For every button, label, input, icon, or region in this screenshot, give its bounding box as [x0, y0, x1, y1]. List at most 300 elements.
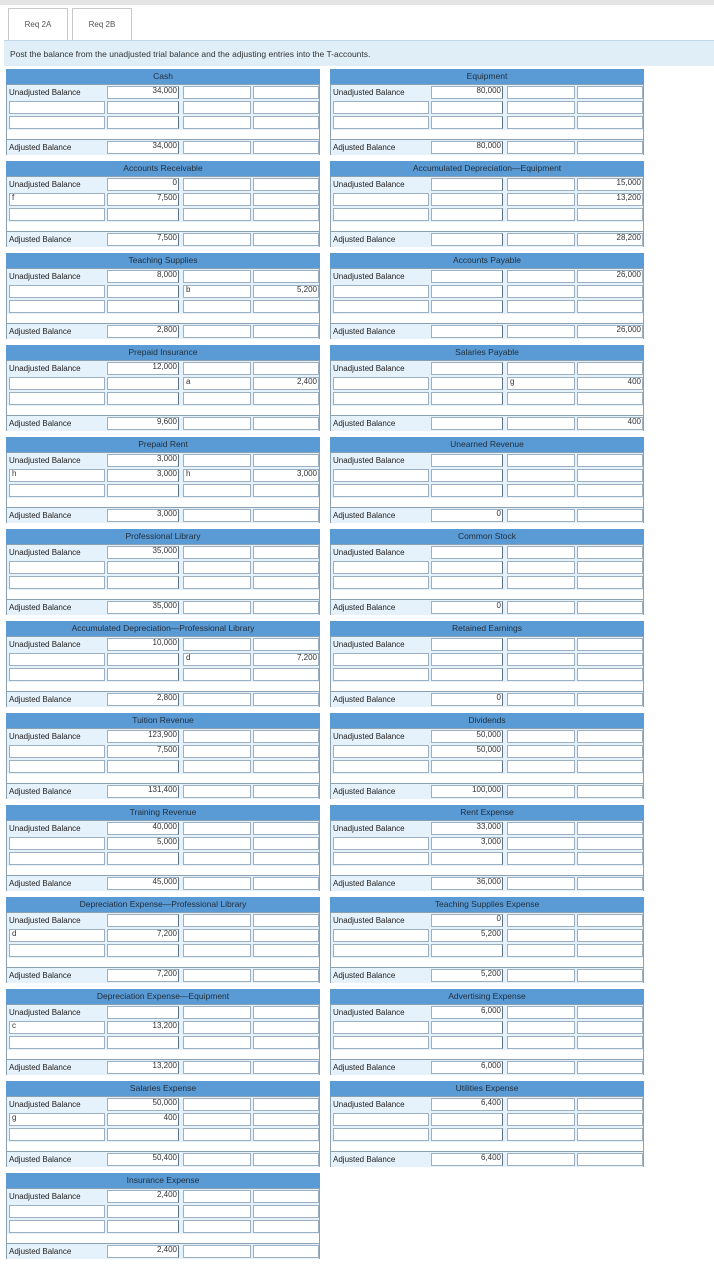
adjustment-row	[7, 1020, 319, 1035]
credit-label-input[interactable]	[507, 837, 575, 850]
credit-label-input[interactable]	[183, 877, 251, 890]
adjusted-balance-label: Adjusted Balance	[9, 787, 72, 796]
credit-label-input[interactable]	[183, 1245, 251, 1258]
debit-label-input[interactable]	[333, 852, 429, 865]
debit-entry-letter	[333, 1035, 336, 1048]
credit-label-input[interactable]	[507, 693, 575, 706]
credit-value	[577, 299, 643, 312]
t-account-header	[6, 805, 320, 820]
t-account	[6, 989, 320, 1075]
credit-label-input[interactable]	[507, 193, 575, 206]
debit-value: 6,400	[480, 1153, 501, 1162]
debit-value	[107, 652, 179, 665]
debit-label-input[interactable]	[333, 576, 429, 589]
credit-value	[253, 1204, 319, 1217]
debit-label-input[interactable]	[333, 837, 429, 850]
debit-label-input[interactable]	[9, 852, 105, 865]
unadjusted-balance-row	[7, 85, 319, 100]
debit-value	[431, 637, 503, 650]
debit-label-input[interactable]	[333, 193, 429, 206]
debit-label-input[interactable]	[9, 1113, 105, 1126]
debit-label-input[interactable]	[9, 1128, 105, 1141]
credit-label-input[interactable]	[507, 392, 575, 405]
credit-label-input[interactable]	[507, 1153, 575, 1166]
credit-label-input[interactable]	[183, 745, 251, 758]
credit-label-input[interactable]	[183, 969, 251, 982]
debit-value	[107, 1035, 179, 1048]
unadjusted-balance-row	[331, 1097, 643, 1112]
debit-label-input[interactable]	[333, 392, 429, 405]
adjusted-balance-row	[7, 784, 319, 799]
credit-label-input[interactable]	[507, 1006, 575, 1019]
credit-value	[253, 85, 319, 98]
credit-label-input[interactable]	[507, 914, 575, 927]
credit-value	[253, 483, 319, 496]
credit-label-input[interactable]	[183, 469, 251, 482]
credit-value	[577, 284, 643, 297]
credit-value	[253, 667, 319, 680]
credit-label-input[interactable]	[183, 822, 251, 835]
credit-label-input[interactable]	[183, 653, 251, 666]
t-account-body	[6, 1004, 320, 1075]
debit-label-input[interactable]	[9, 837, 105, 850]
t-account-header	[330, 345, 644, 360]
tab-req-2b[interactable]: Req 2B	[72, 8, 132, 40]
t-account-body	[330, 1004, 644, 1075]
debit-value: 35,000	[152, 546, 177, 555]
debit-label-input[interactable]	[9, 101, 105, 114]
credit-value	[577, 1127, 643, 1140]
debit-label-input[interactable]	[9, 653, 105, 666]
credit-label-input[interactable]	[183, 417, 251, 430]
credit-label-input[interactable]	[183, 1021, 251, 1034]
debit-entry-letter	[333, 759, 336, 772]
credit-label-input[interactable]	[183, 392, 251, 405]
debit-label-input[interactable]	[333, 1036, 429, 1049]
debit-label-input[interactable]	[9, 469, 105, 482]
debit-entry-letter	[333, 928, 336, 941]
credit-label-input[interactable]	[507, 653, 575, 666]
credit-label-input[interactable]	[183, 693, 251, 706]
debit-label-input[interactable]	[333, 208, 429, 221]
credit-label-input[interactable]	[183, 141, 251, 154]
adjusted-balance-row	[331, 876, 643, 891]
credit-label-input[interactable]	[183, 1098, 251, 1111]
credit-label-input[interactable]	[507, 86, 575, 99]
credit-label-input[interactable]	[183, 638, 251, 651]
credit-label-input[interactable]	[507, 270, 575, 283]
t-account	[330, 713, 644, 799]
debit-entry-letter	[9, 1127, 12, 1140]
credit-value	[253, 1060, 319, 1073]
credit-label-input[interactable]	[183, 730, 251, 743]
unadjusted-balance-row	[331, 1005, 643, 1020]
credit-label-input[interactable]	[183, 270, 251, 283]
t-account-header	[6, 529, 320, 544]
debit-label-input[interactable]	[9, 377, 105, 390]
credit-entry-letter	[183, 192, 186, 205]
credit-label-input[interactable]	[507, 417, 575, 430]
t-account	[6, 161, 320, 247]
debit-value	[431, 1020, 503, 1033]
credit-label-input[interactable]	[183, 1220, 251, 1233]
credit-label-input[interactable]	[507, 929, 575, 942]
adjusted-balance-row	[331, 140, 643, 155]
unadjusted-balance-row	[331, 177, 643, 192]
credit-label-input[interactable]	[507, 178, 575, 191]
credit-label-input[interactable]	[183, 116, 251, 129]
credit-label-input[interactable]	[183, 193, 251, 206]
adjustment-row	[331, 1127, 643, 1142]
debit-label-input[interactable]	[333, 285, 429, 298]
credit-entry-letter	[183, 836, 186, 849]
debit-value: 6,000	[480, 1006, 501, 1015]
credit-label-input[interactable]	[183, 325, 251, 338]
debit-value: 3,000	[156, 469, 177, 478]
debit-label-input[interactable]	[333, 300, 429, 313]
debit-label-input[interactable]	[9, 208, 105, 221]
credit-label-input[interactable]	[507, 233, 575, 246]
credit-entry-letter	[507, 1020, 510, 1033]
debit-entry-letter	[333, 575, 336, 588]
credit-label-input[interactable]	[183, 484, 251, 497]
debit-value: 34,000	[152, 86, 177, 95]
credit-label-input[interactable]	[507, 1021, 575, 1034]
debit-value	[107, 1005, 179, 1018]
credit-label-input[interactable]	[183, 285, 251, 298]
debit-entry-letter	[333, 667, 336, 680]
credit-label-input[interactable]	[183, 454, 251, 467]
debit-label-input[interactable]	[9, 1205, 105, 1218]
debit-label-input[interactable]	[9, 300, 105, 313]
credit-entry-letter	[507, 284, 510, 297]
adjusted-balance-label: Adjusted Balance	[9, 511, 72, 520]
credit-label-input[interactable]	[507, 760, 575, 773]
credit-label-input[interactable]	[183, 760, 251, 773]
credit-value	[253, 453, 319, 466]
credit-label-input[interactable]	[507, 785, 575, 798]
debit-label-input[interactable]	[333, 745, 429, 758]
credit-label-input[interactable]	[183, 1113, 251, 1126]
t-account-body	[6, 360, 320, 431]
debit-label-input[interactable]	[333, 116, 429, 129]
spacer-row	[331, 866, 643, 876]
t-account-body	[6, 544, 320, 615]
credit-value	[253, 928, 319, 941]
credit-label-input[interactable]	[183, 929, 251, 942]
credit-entry-letter	[183, 1219, 186, 1232]
credit-label-input[interactable]	[183, 1061, 251, 1074]
credit-label-input[interactable]	[183, 233, 251, 246]
credit-label-input[interactable]	[507, 208, 575, 221]
credit-label-input[interactable]	[507, 101, 575, 114]
debit-label-input[interactable]	[333, 469, 429, 482]
debit-label-input[interactable]	[333, 101, 429, 114]
credit-entry-letter	[183, 1204, 186, 1217]
t-account-title: Rent Expense	[460, 807, 514, 817]
unadjusted-balance-label: Unadjusted Balance	[333, 456, 405, 465]
adjusted-balance-row	[7, 324, 319, 339]
credit-entry-letter	[507, 560, 510, 573]
debit-label-input[interactable]	[333, 484, 429, 497]
credit-label-input[interactable]	[507, 509, 575, 522]
credit-label-input[interactable]	[507, 325, 575, 338]
debit-value: 7,200	[156, 929, 177, 938]
adjusted-balance-label: Adjusted Balance	[333, 787, 396, 796]
credit-value	[253, 836, 319, 849]
debit-label-input[interactable]	[333, 561, 429, 574]
credit-label-input[interactable]	[183, 785, 251, 798]
credit-label-input[interactable]	[183, 576, 251, 589]
credit-label-input[interactable]	[507, 1061, 575, 1074]
credit-entry-letter	[507, 851, 510, 864]
debit-value	[431, 667, 503, 680]
credit-label-input[interactable]	[183, 362, 251, 375]
spacer-row	[7, 958, 319, 968]
t-account-body	[330, 360, 644, 431]
debit-entry-letter	[333, 744, 336, 757]
credit-value	[253, 508, 319, 521]
credit-value	[253, 1035, 319, 1048]
credit-label-input[interactable]	[507, 561, 575, 574]
credit-label-input[interactable]	[183, 208, 251, 221]
debit-label-input[interactable]	[9, 193, 105, 206]
credit-value	[577, 508, 643, 521]
debit-label-input[interactable]	[333, 944, 429, 957]
debit-label-input[interactable]	[333, 1113, 429, 1126]
unadjusted-balance-row	[331, 269, 643, 284]
credit-entry-letter	[507, 836, 510, 849]
credit-value	[253, 115, 319, 128]
debit-label-input[interactable]	[9, 1021, 105, 1034]
debit-label-input[interactable]	[333, 1128, 429, 1141]
t-account-body	[6, 912, 320, 983]
debit-value	[431, 1112, 503, 1125]
debit-entry-letter	[9, 667, 12, 680]
spacer-row	[7, 498, 319, 508]
adjusted-balance-label: Adjusted Balance	[9, 971, 72, 980]
debit-label-input[interactable]	[9, 745, 105, 758]
adjusted-balance-row	[7, 692, 319, 707]
debit-value	[431, 652, 503, 665]
debit-value	[107, 207, 179, 220]
t-account-header	[330, 253, 644, 268]
unadjusted-balance-label: Unadjusted Balance	[9, 364, 81, 373]
credit-label-input[interactable]	[507, 469, 575, 482]
debit-label-input[interactable]	[9, 285, 105, 298]
adjusted-balance-row	[7, 1244, 319, 1259]
debit-value	[107, 560, 179, 573]
t-account-body	[6, 728, 320, 799]
credit-value	[577, 968, 643, 981]
credit-value	[253, 821, 319, 834]
credit-entry-letter: g	[510, 377, 515, 386]
credit-label-input[interactable]	[507, 546, 575, 559]
credit-label-input[interactable]	[507, 822, 575, 835]
debit-label-input[interactable]	[333, 377, 429, 390]
credit-entry-letter	[183, 100, 186, 113]
credit-label-input[interactable]	[507, 141, 575, 154]
t-account-title: Accumulated Depreciation—Professional Library	[71, 623, 255, 633]
credit-label-input[interactable]	[183, 178, 251, 191]
credit-value	[577, 928, 643, 941]
credit-label-input[interactable]	[507, 1113, 575, 1126]
t-account-header	[330, 621, 644, 636]
adjusted-balance-row	[7, 600, 319, 615]
credit-label-input[interactable]	[507, 300, 575, 313]
adjustment-row	[331, 100, 643, 115]
credit-label-input[interactable]	[183, 944, 251, 957]
credit-label-input[interactable]	[507, 454, 575, 467]
adjustment-row	[7, 667, 319, 682]
debit-value	[431, 361, 503, 374]
credit-label-input[interactable]	[507, 1036, 575, 1049]
credit-label-input[interactable]	[183, 509, 251, 522]
debit-label-input[interactable]	[333, 929, 429, 942]
adjusted-balance-label: Adjusted Balance	[9, 235, 72, 244]
unadjusted-balance-row	[331, 545, 643, 560]
debit-label-input[interactable]	[333, 668, 429, 681]
credit-value	[577, 729, 643, 742]
credit-label-input[interactable]	[183, 546, 251, 559]
t-account	[330, 1081, 644, 1167]
debit-value: 50,000	[476, 745, 501, 754]
debit-entry-letter	[333, 115, 336, 128]
debit-value: 8,000	[156, 270, 177, 279]
debit-label-input[interactable]	[9, 929, 105, 942]
debit-value: 12,000	[152, 362, 177, 371]
t-account-body	[6, 636, 320, 707]
credit-label-input[interactable]	[507, 601, 575, 614]
credit-label-input[interactable]	[183, 1036, 251, 1049]
debit-entry-letter	[9, 744, 12, 757]
debit-label-input[interactable]	[9, 944, 105, 957]
credit-label-input[interactable]	[183, 668, 251, 681]
debit-entry-letter	[9, 391, 12, 404]
credit-label-input[interactable]	[183, 101, 251, 114]
debit-entry-letter: d	[12, 929, 17, 938]
unadjusted-balance-label: Unadjusted Balance	[9, 272, 81, 281]
spacer-row	[331, 590, 643, 600]
debit-label-input[interactable]	[9, 576, 105, 589]
credit-label-input[interactable]	[507, 1128, 575, 1141]
t-account-body	[330, 728, 644, 799]
debit-label-input[interactable]	[9, 1220, 105, 1233]
debit-label-input[interactable]	[9, 760, 105, 773]
adjustment-row	[7, 759, 319, 774]
debit-label-input[interactable]	[333, 1021, 429, 1034]
debit-label-input[interactable]	[333, 653, 429, 666]
unadjusted-balance-label: Unadjusted Balance	[9, 640, 81, 649]
credit-label-input[interactable]	[507, 576, 575, 589]
debit-value: 0	[496, 914, 501, 923]
debit-value: 7,500	[156, 193, 177, 202]
debit-value	[431, 468, 503, 481]
credit-label-input[interactable]	[183, 1190, 251, 1203]
credit-value	[253, 1097, 319, 1110]
debit-label-input[interactable]	[9, 116, 105, 129]
credit-label-input[interactable]	[507, 484, 575, 497]
adjustment-row	[7, 1112, 319, 1127]
credit-label-input[interactable]	[183, 561, 251, 574]
credit-label-input[interactable]	[183, 601, 251, 614]
credit-label-input[interactable]	[183, 300, 251, 313]
credit-value	[253, 692, 319, 705]
credit-value: 13,200	[616, 193, 641, 202]
spacer-row	[331, 130, 643, 140]
credit-label-input[interactable]	[507, 116, 575, 129]
credit-entry-letter	[507, 667, 510, 680]
adjusted-balance-row	[331, 1060, 643, 1075]
credit-label-input[interactable]	[183, 1128, 251, 1141]
credit-label-input[interactable]	[507, 638, 575, 651]
credit-label-input[interactable]	[507, 877, 575, 890]
credit-label-input[interactable]	[183, 1153, 251, 1166]
credit-label-input[interactable]	[183, 914, 251, 927]
credit-label-input[interactable]	[507, 730, 575, 743]
debit-label-input[interactable]	[333, 760, 429, 773]
credit-value	[577, 207, 643, 220]
unadjusted-balance-row	[331, 821, 643, 836]
debit-label-input[interactable]	[9, 668, 105, 681]
credit-label-input[interactable]	[183, 86, 251, 99]
credit-entry-letter	[507, 483, 510, 496]
credit-label-input[interactable]	[183, 837, 251, 850]
credit-label-input[interactable]	[507, 745, 575, 758]
debit-label-input[interactable]	[9, 484, 105, 497]
debit-value: 5,200	[480, 929, 501, 938]
credit-label-input[interactable]	[507, 668, 575, 681]
credit-entry-letter	[507, 115, 510, 128]
credit-label-input[interactable]	[507, 852, 575, 865]
debit-label-input[interactable]	[9, 392, 105, 405]
adjustment-row	[331, 943, 643, 958]
adjustment-row	[7, 1035, 319, 1050]
credit-label-input[interactable]	[507, 944, 575, 957]
credit-label-input[interactable]	[507, 362, 575, 375]
debit-value: 6,400	[480, 1098, 501, 1107]
debit-entry-letter	[333, 851, 336, 864]
credit-label-input[interactable]	[183, 852, 251, 865]
credit-label-input[interactable]	[507, 285, 575, 298]
credit-label-input[interactable]	[183, 377, 251, 390]
adjusted-balance-label: Adjusted Balance	[9, 1063, 72, 1072]
t-account	[6, 345, 320, 431]
debit-value	[107, 575, 179, 588]
t-account-header	[6, 345, 320, 360]
debit-label-input[interactable]	[9, 561, 105, 574]
debit-value: 80,000	[476, 141, 501, 150]
credit-value	[253, 1112, 319, 1125]
adjustment-row	[331, 468, 643, 483]
t-account-title: Prepaid Insurance	[128, 347, 198, 357]
credit-label-input[interactable]	[507, 1098, 575, 1111]
credit-label-input[interactable]	[183, 1205, 251, 1218]
tab-req-2a[interactable]: Req 2A	[8, 8, 68, 40]
t-account	[330, 805, 644, 891]
credit-entry-letter	[507, 652, 510, 665]
credit-label-input[interactable]	[183, 1006, 251, 1019]
t-account-title: Prepaid Rent	[138, 439, 188, 449]
credit-label-input[interactable]	[507, 377, 575, 390]
credit-label-input[interactable]	[507, 969, 575, 982]
unadjusted-balance-label: Unadjusted Balance	[333, 364, 405, 373]
t-account-header	[330, 1081, 644, 1096]
credit-value: 15,000	[616, 178, 641, 187]
debit-label-input[interactable]	[9, 1036, 105, 1049]
t-account-body	[330, 84, 644, 155]
unadjusted-balance-label: Unadjusted Balance	[333, 916, 405, 925]
